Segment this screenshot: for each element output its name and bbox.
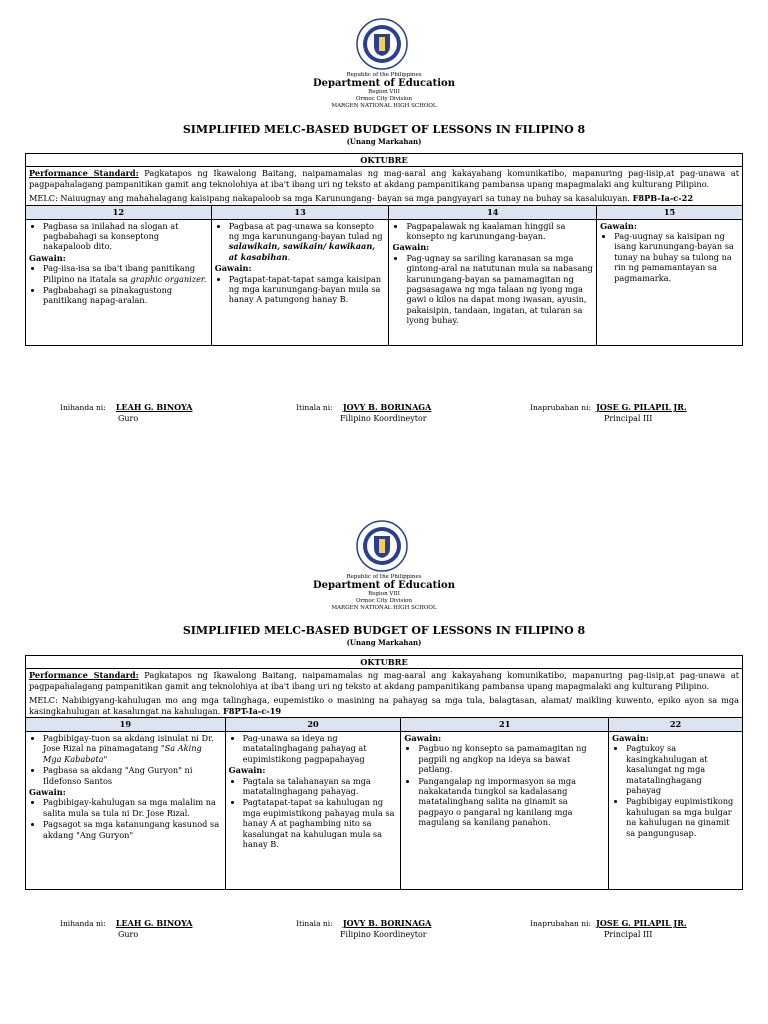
deped-seal-icon — [356, 520, 408, 572]
day-header: 20 — [225, 718, 401, 732]
prepared-role: Guro — [118, 930, 139, 939]
document-title: SIMPLIFIED MELC-BASED BUDGET OF LESSONS IN FILIPINO 8 — [182, 624, 586, 637]
deped-seal-icon — [356, 18, 408, 70]
division-line: Ormoc City Division — [356, 598, 412, 604]
gawain-label: Gawain: — [29, 252, 66, 263]
activity-item: • Pagbibigay eupimistikong kahulugan sa mga bulgar na kahulugan na ginamit sa pangungusap. — [626, 796, 739, 838]
lesson-table — [25, 655, 743, 890]
prepared-role: Guro — [118, 414, 139, 423]
department-name: Department of Education — [313, 78, 455, 89]
document-title: SIMPLIFIED MELC-BASED BUDGET OF LESSONS IN FILIPINO 8 — [182, 123, 586, 136]
day-header: 12 — [26, 205, 212, 219]
prepared-name: LEAH G. BINOYA — [115, 918, 193, 928]
melc-code: F8PB-Ia-c-22 — [632, 193, 694, 204]
approved-by: Inaprubahan ni: JOSE G. PILAPIL JR. — [530, 402, 687, 412]
day-header: 19 — [26, 718, 226, 732]
lesson-page-1 — [0, 0, 768, 510]
activity-item: • Pag-uugnay sa kaisipan ng isang karunungang-bayan sa tunay na buhay sa tulong na rin ng pamamantayan sa pagmamarka. — [614, 231, 739, 283]
activity-item: • Pagbasa sa akdang "Ang Guryon" ni Ildefonso Santos — [43, 765, 222, 786]
performance-label: Performance Standard: — [29, 670, 139, 681]
activity-item: • Pagbasa sa inilahad na slogan at pagbabahagi sa konseptong nakapaloob dito. — [43, 221, 208, 252]
checked-name: JOVY B. BORINAGA — [342, 918, 432, 928]
region-line: Region VIII — [368, 591, 400, 597]
day-header: 14 — [389, 205, 597, 219]
activity-item: • Pagbabahagi sa pinakagustong panitikang napag-aralan. — [43, 285, 208, 306]
school-line: MARGEN NATIONAL HIGH SCHOOL — [331, 605, 437, 611]
prepared-by: Inihanda ni: LEAH G. BINOYA — [60, 402, 193, 412]
activity-item: • Pagbibigay-kahulugan sa mga malalim na salita mula sa tula ni Dr. Jose Rizal. — [43, 797, 222, 818]
day-header: 15 — [597, 205, 743, 219]
activity-item: • Pangangalap ng impormasyon sa mga nakakatanda tungkol sa kadalasang matatalinghang salita na ginamit sa pagpayo o pangaral ng kanilang mga magulang sa kanilang panahon. — [418, 776, 605, 828]
activity-item: • Pagtala sa talahanayan sa mga matatalinghagang pahayag. — [243, 776, 398, 797]
republic-line: Republic of the Philippines — [346, 574, 422, 580]
activity-item: • Pagbasa at pag-unawa sa konsepto ng mga karunungang-bayan tulad ng salawikain, sawikain/ kawikaan, at kasabihan. — [229, 221, 386, 263]
month-header: OKTUBRE — [26, 154, 743, 167]
checked-by: Itinala ni: JOVY B. BORINAGA — [296, 918, 432, 928]
gawain-label: Gawain: — [600, 220, 637, 231]
activity-item: • Pagtukoy sa kasingkahulugan at kasalungat ng mga matatalinghagang pahayag — [626, 743, 739, 795]
performance-text: Pagkatapos ng Ikawalong Baitang, naipamamalas ng mag-aaral ang kakayahang komunikatibo, mapanuring pag-iisip,at pag-unawa at pagpapahalagang pampanitikan gamit ang teknolohiya at iba't ibang uri ng teksto at akdang pampanitikang pambansa upang mapagmalaki ang kulturang Pilipino. — [29, 670, 740, 691]
lesson-page-2 — [0, 500, 768, 1010]
activity-item: • Pagpapalawak ng kaalaman hinggil sa konsepto ng karunungang-bayan. — [406, 221, 593, 242]
day-cell — [597, 219, 743, 345]
activity-item: • Pagtapat-tapat-tapat samga kaisipan ng mga karunungang-bayan mula sa hanay A patungong hanay B. — [229, 274, 386, 305]
performance-standard — [26, 167, 743, 205]
performance-text: Pagkatapos ng Ikawalong Baitang, naipamamalas ng mag-aaral ang kakayahang komunikatibo, mapanuring pag-iisip,at pag-unawa at pagpapahalagang pampanitikan gamit ang teknolohiya at iba't ibang uri ng teksto at akdang pampanitikang pambansa upang mapagmalaki ang kulturang Pilipino. — [29, 168, 740, 189]
approved-role: Principal III — [604, 414, 653, 423]
day-cell — [389, 219, 597, 345]
melc-text: : Nabibigyang-kahulugan mo ang mga talinghaga, eupemistiko o masining na pahayag sa mga tula, balagtasan, alamat/ maikling kuwento, epiko ayon sa mga kasingkahulugan at kasalungat na kahulugan. — [29, 695, 739, 716]
day-cell — [225, 732, 401, 890]
quarter-label: (Unang Markahan) — [346, 638, 422, 647]
department-name: Department of Education — [313, 580, 455, 591]
day-cell — [401, 732, 609, 890]
gawain-label: Gawain: — [29, 787, 66, 798]
day-cell — [26, 219, 212, 345]
gawain-label: Gawain: — [228, 765, 266, 776]
approved-name: JOSE G. PILAPIL JR. — [596, 918, 687, 928]
lesson-table — [25, 153, 743, 346]
day-header: 22 — [609, 718, 743, 732]
melc-text: : Naiuugnay ang mahahalagang kaisipang nakapaloob sa mga Karunungang- bayan sa mga pangyayari sa tunay na buhay sa kasalukuyan. — [55, 193, 630, 204]
activity-item: • Pagsagot sa mga katanungang kasunod sa akdang "Ang Guryon" — [43, 819, 222, 840]
checked-role: Filipino Koordineytor — [340, 930, 427, 939]
region-line: Region VIII — [368, 89, 400, 95]
school-line: MARGEN NATIONAL HIGH SCHOOL — [331, 103, 437, 109]
melc-label: MELC — [29, 193, 56, 204]
activity-item: • Pag-ugnay sa sariling karanasan sa mga gintong-aral na natutunan mula sa nabasang karunungang-bayan sa pamamagitan ng pagsasagawa ng mga talaan ng iyong mga gawi o kilos na dapat mong iwasan, ayusin, pakaisipin, tandaan, ingatan, at tularan sa iyong buhay. — [406, 253, 593, 326]
performance-standard — [26, 669, 743, 718]
day-header: 21 — [401, 718, 609, 732]
republic-line: Republic of the Philippines — [346, 72, 422, 78]
activity-item: • Pagbibigay-tuon sa akdang isinulat ni Dr. Jose Rizal na pinamagatang "Sa Aking Mga Kababata" — [43, 733, 222, 764]
gawain-label: Gawain: — [612, 733, 649, 744]
checked-name: JOVY B. BORINAGA — [342, 402, 432, 412]
activity-item: • Pagbuo ng konsepto sa pamamagitan ng pagpili ng angkop na ideya sa bawat patlang. — [418, 743, 605, 774]
approved-name: JOSE G. PILAPIL JR. — [596, 402, 687, 412]
melc-label: MELC — [29, 695, 56, 706]
approved-role: Principal III — [604, 930, 653, 939]
checked-by: Itinala ni: JOVY B. BORINAGA — [296, 402, 432, 412]
day-cell — [211, 219, 389, 345]
day-cell — [26, 732, 226, 890]
prepared-name: LEAH G. BINOYA — [115, 402, 193, 412]
melc-code: F8PT-Ia-c-19 — [222, 705, 282, 716]
activity-item: • Pagtatapat-tapat sa kahulugan ng mga eupimistikong pahayag mula sa hanay A at paghambing nito sa kasalungat na kahulugan mula sa hanay B. — [243, 797, 398, 849]
quarter-label: (Unang Markahan) — [346, 137, 422, 146]
activity-item: • Pag-unawa sa ideya ng matatalinghagang pahayag at eupimistikong pagpapahayag — [243, 733, 398, 764]
activity-item: • Pag-iisa-isa sa iba't ibang panitikang Pilipino na itatala sa graphic organizer. — [43, 263, 208, 284]
gawain-label: Gawain: — [214, 263, 252, 274]
gawain-label: Gawain: — [404, 733, 442, 744]
day-cell — [609, 732, 743, 890]
day-header: 13 — [211, 205, 389, 219]
division-line: Ormoc City Division — [356, 96, 412, 102]
prepared-by: Inihanda ni: LEAH G. BINOYA — [60, 918, 193, 928]
approved-by: Inaprubahan ni: JOSE G. PILAPIL JR. — [530, 918, 687, 928]
gawain-label: Gawain: — [392, 242, 430, 253]
performance-label: Performance Standard: — [29, 168, 139, 179]
month-header: OKTUBRE — [26, 656, 743, 669]
checked-role: Filipino Koordineytor — [340, 414, 427, 423]
